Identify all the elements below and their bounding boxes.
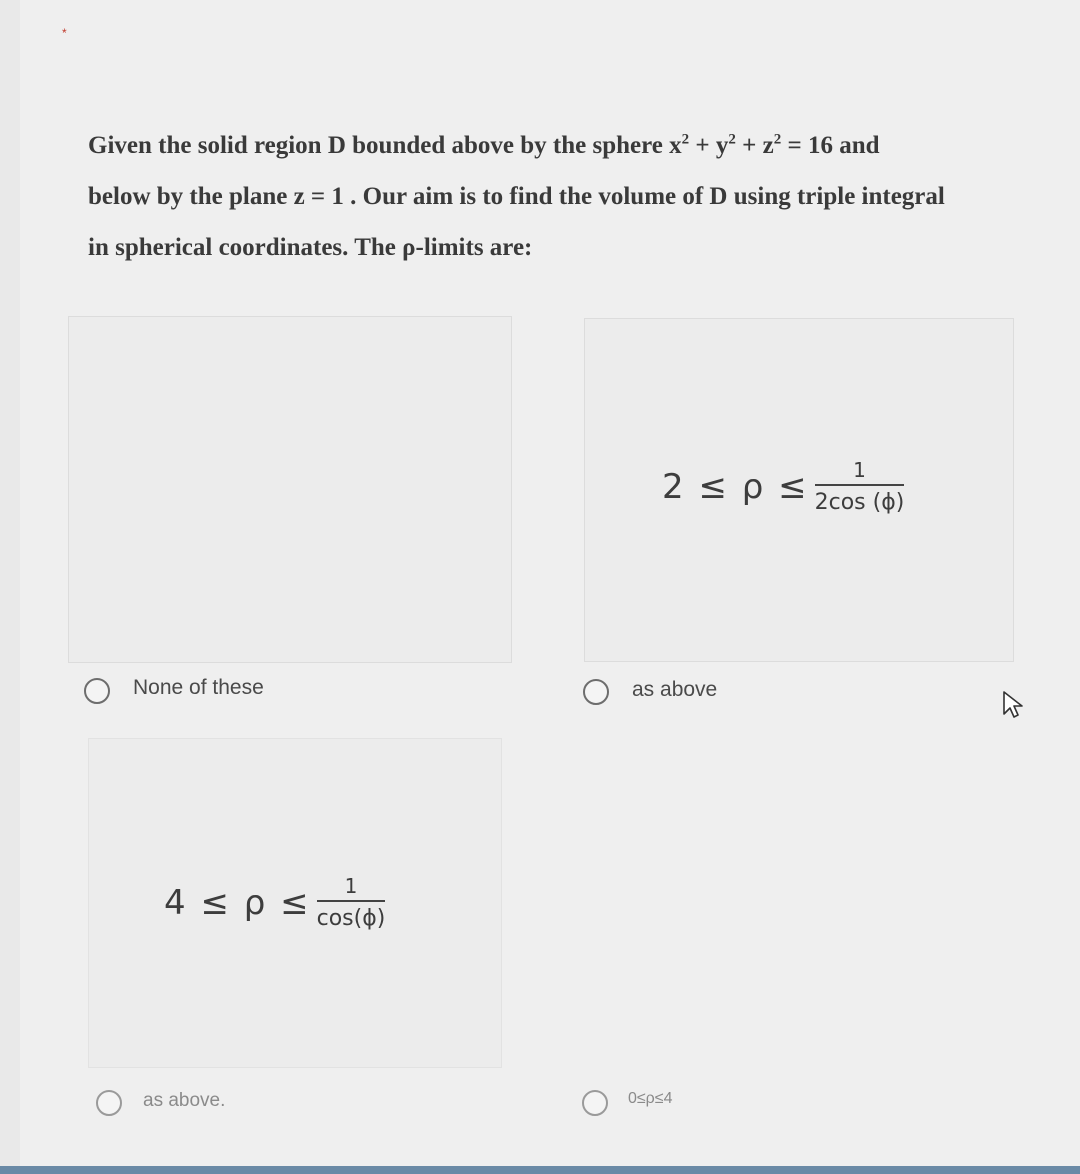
option-1-label[interactable]: None of these xyxy=(133,676,264,699)
option-3-math xyxy=(164,874,385,931)
option-2-math xyxy=(662,458,904,515)
option-3-numerator: 1 xyxy=(344,874,358,898)
option-1-radio[interactable] xyxy=(84,678,110,704)
required-marker: * xyxy=(62,26,67,40)
option-2-denominator: 2cos (ϕ) xyxy=(814,490,905,515)
question-line-2: below by the plane z = 1 . Our aim is to find the volume of D using triple integral xyxy=(88,183,945,210)
bottom-bar xyxy=(0,1166,1080,1174)
option-2-fraction xyxy=(815,458,905,515)
option-2-numerator: 1 xyxy=(853,458,866,482)
option-3-fraction xyxy=(317,874,386,931)
option-2-label[interactable]: as above xyxy=(632,678,718,701)
option-3-math-lhs: 4 ≤ ρ ≤ xyxy=(164,882,311,923)
option-3-label[interactable]: as above. xyxy=(143,1090,226,1111)
sphere-equation: $x^2 + y^2 + z^2 = 16$ xyxy=(669,131,833,159)
option-3-radio[interactable] xyxy=(96,1090,122,1116)
option-4-radio[interactable] xyxy=(582,1090,608,1116)
question-line-3: in spherical coordinates. The ρ-limits are: xyxy=(88,234,533,261)
option-2-math-lhs: 2 ≤ ρ ≤ xyxy=(662,466,809,507)
option-4-label[interactable]: 0≤ρ≤4 xyxy=(628,1090,673,1107)
option-3-denominator: cos(ϕ) xyxy=(316,906,386,931)
option-1-box xyxy=(68,316,512,663)
question-text xyxy=(88,120,1033,273)
mouse-pointer-icon xyxy=(1000,690,1028,720)
question-line-1: Given the solid region D bounded above by the sphere $x^2 + y^2 + z^2 = 16$ and xyxy=(88,131,880,159)
option-2-radio[interactable] xyxy=(583,679,609,705)
